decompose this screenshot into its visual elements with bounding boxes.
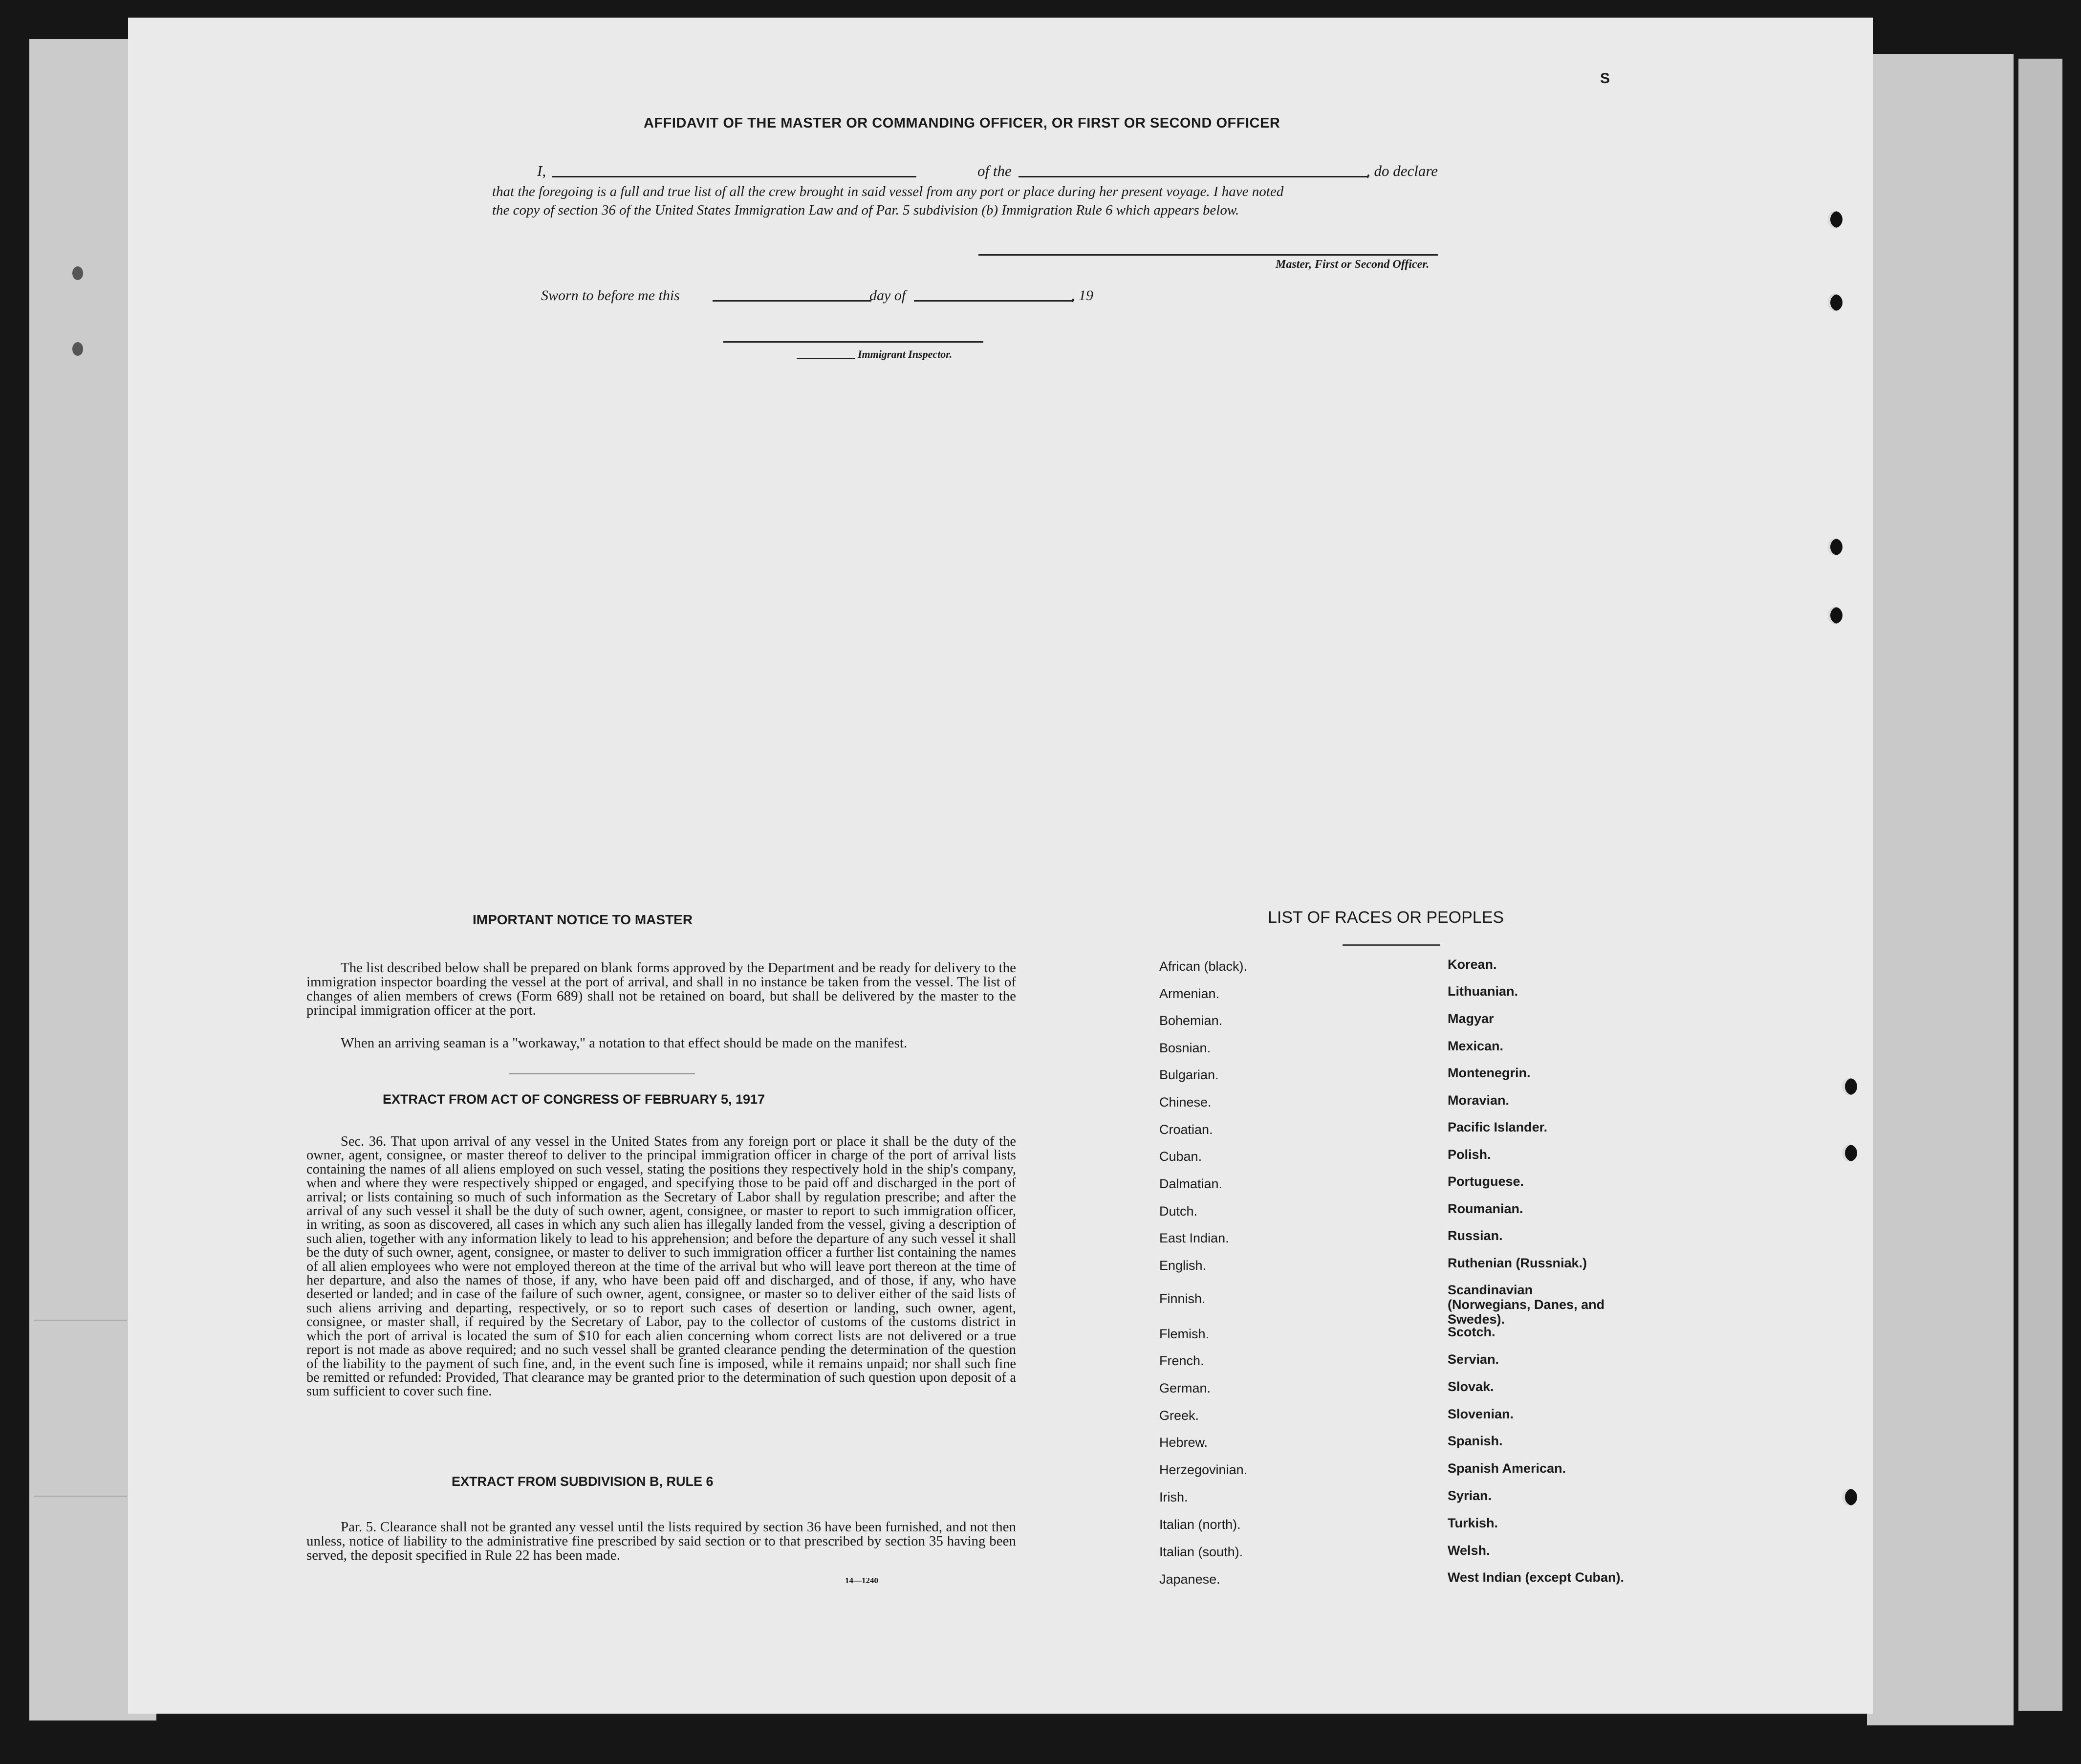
sworn-month-field[interactable] [914, 300, 1073, 302]
race-item: Turkish. [1448, 1516, 1498, 1530]
race-item: Bulgarian. [1159, 1067, 1219, 1082]
race-item: Flemish. [1159, 1327, 1210, 1341]
affidavit-statement-line: the copy of section 36 of the United States Immigration Law and of Par. 5 subdivision (b) Immigration Rule 6 which appears below. [492, 202, 1239, 218]
race-item: Bosnian. [1159, 1041, 1211, 1055]
race-item: Japanese. [1159, 1572, 1220, 1587]
punch-hole [1828, 607, 1843, 624]
race-item: Scandinavian (Norwegians, Danes, and Swedes). [1448, 1283, 1605, 1327]
affidavit-statement-line: that the foregoing is a full and true list of all the crew brought in said vessel from any port or place during her present voyage. I have noted [492, 184, 1284, 199]
race-item: Ruthenian (Russniak.) [1448, 1256, 1587, 1270]
manifest-back-page [128, 18, 1873, 1714]
race-item: Servian. [1448, 1352, 1499, 1367]
binder-hole [72, 342, 83, 356]
punch-hole [1828, 294, 1843, 311]
race-item: Slovak. [1448, 1379, 1494, 1394]
section-divider [509, 1073, 695, 1074]
extract-act-title: EXTRACT FROM ACT OF CONGRESS OF FEBRUARY 5, 1917 [383, 1092, 765, 1107]
race-item: Spanish. [1448, 1434, 1503, 1448]
punch-hole [1828, 539, 1843, 555]
race-item: Dutch. [1159, 1204, 1198, 1219]
extract-rule-title: EXTRACT FROM SUBDIVISION B, RULE 6 [452, 1474, 714, 1489]
punch-hole [1843, 1145, 1857, 1161]
race-item: Portuguese. [1448, 1174, 1524, 1189]
race-item: Spanish American. [1448, 1461, 1566, 1476]
race-item: Hebrew. [1159, 1435, 1208, 1450]
day-of-label: day of [869, 287, 906, 304]
race-item: Bohemian. [1159, 1013, 1223, 1028]
notice-title: IMPORTANT NOTICE TO MASTER [473, 912, 693, 927]
race-item: Lithuanian. [1448, 984, 1518, 999]
race-item: Magyar [1448, 1011, 1494, 1026]
underlying-rule [34, 1320, 127, 1321]
race-item: Korean. [1448, 957, 1497, 972]
inspector-label: Immigrant Inspector. [858, 348, 953, 360]
sworn-day-field[interactable] [713, 300, 871, 302]
punch-hole [1843, 1489, 1857, 1505]
race-item: Montenegrin. [1448, 1066, 1531, 1080]
race-item: French. [1159, 1353, 1204, 1368]
race-item: Dalmatian. [1159, 1176, 1223, 1191]
extract-act-text: Sec. 36. That upon arrival of any vessel in the United States from any foreign port or place it shall be the duty of the owner, agent, consignee, or master thereof to deliver to the principal immigration officer in charge of the port of arrival lists containing the names of all aliens employed on such vessel, stating the positions they respectively hold in the ship's company, when and where they were respectively shipped or engaged, and specifying those to be paid off and discharged in the port of arrival; or lists containing so much of such information as the Secretary of Labor shall by regulation prescribe; and after the arrival of any such vessel it shall be the duty of such owner, agent, consignee, or master to report to such immigration officer, in writing, as soon as discovered, all cases in which any such alien has illegally landed from the vessel, giving a description of such alien, together with any information likely to lead to his apprehension; and before the departure of any such vessel it shall be the duty of such owner, agent, consignee, or master to deliver to such immigration officer a further list containing the names of all alien employees who were not employed thereon at the time of the arrival but who will leave port thereon at the time of her departure, and also the names of those, if any, who have been paid off and discharged, and of those, if any, who have deserted or landed; and in case of the failure of such owner, agent, consignee, or master so to deliver either of the said lists of such aliens arriving and departing, respectively, or so to report such cases of desertion or landing, such owner, agent, consignee, or master shall, if required by the Secretary of Labor, pay to the collector of customs of the customs district in which the port of arrival is located the sum of $10 for each alien concerning whom correct lists are not delivered or a true report is not made as above required; and no such vessel shall be granted clearance pending the determination of the question of the liability to the payment of such fine, and, in the event such fine is imposed, while it remains unpaid; nor shall such fine be remitted or refunded: Provided, That clearance may be granted prior to the determination of such question upon deposit of a sum sufficient to cover such fine. [306, 1134, 1016, 1399]
binder-hole [72, 266, 83, 280]
inspector-signature-field[interactable] [723, 341, 983, 343]
race-item: Roumanian. [1448, 1201, 1523, 1216]
underlying-page-edge [2018, 59, 2062, 1711]
race-item: Pacific Islander. [1448, 1120, 1548, 1134]
vessel-name-field[interactable] [1019, 176, 1368, 177]
inspector-label-rule [797, 358, 855, 359]
race-item: Polish. [1448, 1147, 1491, 1162]
race-item: African (black). [1159, 959, 1248, 974]
race-item: Syrian. [1448, 1488, 1492, 1503]
sworn-label: Sworn to before me this [541, 287, 680, 304]
notice-paragraph: The list described below shall be prepared on blank forms approved by the Department and be ready for delivery to the immigration inspector boarding the vessel at the port of arrival, and shall in no instance be taken from the vessel. The list of changes of alien members of crews (Form 689) shall not be retained on board, but shall be delivered by the master to the principal immigration officer at the port. [306, 960, 1016, 1018]
race-item: Greek. [1159, 1408, 1199, 1423]
race-item: Chinese. [1159, 1095, 1212, 1110]
punch-hole [1843, 1078, 1857, 1095]
race-item: Scotch. [1448, 1325, 1496, 1339]
race-item: Russian. [1448, 1228, 1503, 1243]
year-prefix-label: , 19 [1071, 287, 1093, 304]
page-corner-mark: S [1600, 70, 1610, 87]
race-item: Mexican. [1448, 1039, 1504, 1053]
race-item: Croatian. [1159, 1122, 1213, 1137]
affidavit-do-declare-label: , do declare [1366, 162, 1438, 179]
race-item: Irish. [1159, 1490, 1188, 1504]
races-title-rule [1343, 944, 1440, 946]
race-item: English. [1159, 1258, 1207, 1273]
race-item: Italian (north). [1159, 1517, 1241, 1532]
underlying-rule [34, 1496, 127, 1497]
affidavit-title: AFFIDAVIT OF THE MASTER OR COMMANDING OFFICER, OR FIRST OR SECOND OFFICER [644, 115, 1280, 131]
race-item: Welsh. [1448, 1543, 1490, 1558]
affidavit-i-label: I, [537, 162, 546, 179]
underlying-page-right [1867, 54, 2014, 1725]
master-signature-field[interactable] [978, 254, 1438, 256]
race-item: West Indian (except Cuban). [1448, 1570, 1625, 1585]
master-name-field[interactable] [552, 176, 916, 177]
race-item: Armenian. [1159, 986, 1220, 1001]
signature-label: Master, First or Second Officer. [1276, 258, 1430, 271]
race-item: Cuban. [1159, 1149, 1202, 1164]
race-item: Italian (south). [1159, 1545, 1243, 1559]
race-item: Moravian. [1448, 1093, 1510, 1108]
affidavit-of-the-label: of the [977, 162, 1012, 179]
race-item: Herzegovinian. [1159, 1462, 1248, 1477]
notice-paragraph: When an arriving seaman is a "workaway," a notation to that effect should be made on the manifest. [341, 1035, 908, 1051]
extract-rule-text: Par. 5. Clearance shall not be granted any vessel until the lists required by section 36 have been furnished, and not then unless, notice of liability to the administrative fine prescribed by said section or to that prescribed by section 35 having been served, the deposit specified in Rule 22 has been made. [306, 1519, 1016, 1563]
race-item: East Indian. [1159, 1231, 1229, 1245]
punch-hole [1828, 211, 1843, 228]
form-number: 14—1240 [845, 1576, 878, 1585]
race-item: Slovenian. [1448, 1407, 1514, 1421]
races-title: LIST OF RACES OR PEOPLES [1268, 908, 1504, 927]
race-item: German. [1159, 1381, 1211, 1395]
race-item: Finnish. [1159, 1291, 1206, 1306]
